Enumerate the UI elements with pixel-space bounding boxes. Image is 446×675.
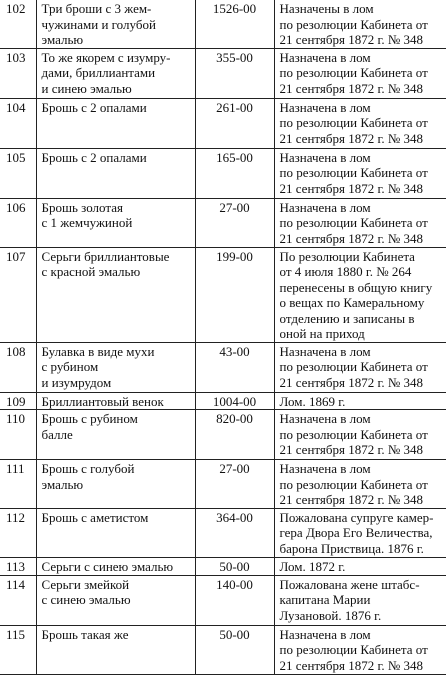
item-price: 43-00: [195, 342, 274, 392]
item-note: Назначена в лом по резолюции Кабинета от 21 сентября 1872 г. № 348: [274, 198, 446, 247]
table-row: [0, 0, 446, 48]
item-note: Назначена в лом по резолюции Кабинета от 21 сентября 1872 г. № 348: [274, 98, 446, 148]
table-row: [0, 575, 446, 625]
item-description: Бриллиантовый венок: [36, 392, 195, 410]
item-price: 355-00: [195, 48, 274, 98]
item-description: Брошь золотая с 1 жемчужиной: [36, 198, 195, 247]
item-price: 27-00: [195, 198, 274, 247]
row-number: 106: [0, 198, 36, 247]
row-number: 103: [0, 48, 36, 98]
item-description: Серьги змейкой с синею эмалью: [36, 575, 195, 625]
item-description: Брошь с голубой эмалью: [36, 460, 195, 509]
row-number: 111: [0, 460, 36, 509]
item-price: 261-00: [195, 98, 274, 148]
item-note: Назначена в лом по резолюции Кабинета от 21 сентября 1872 г. № 348: [274, 625, 446, 674]
item-description: Три броши с 3 жем- чужинами и голубой эмалью: [36, 0, 195, 48]
item-note: Лом. 1869 г.: [274, 392, 446, 410]
item-price: 199-00: [195, 247, 274, 342]
item-description: Булавка в виде мухи с рубином и изумрудом: [36, 342, 195, 392]
item-note: Назначена в лом по резолюции Кабинета от 21 сентября 1872 г. № 348: [274, 342, 446, 392]
table-row: [0, 148, 446, 198]
table-row: [0, 625, 446, 674]
item-price: 1004-00: [195, 392, 274, 410]
item-note: По резолюции Кабинета от 4 июля 1880 г. № 264 перенесены в общую книгу о вещах по Камеральному отделению и записаны в оной на приход: [274, 247, 446, 342]
row-number: 108: [0, 342, 36, 392]
item-description: Серьги бриллиантовые с красной эмалью: [36, 247, 195, 342]
table-row: [0, 557, 446, 575]
item-note: Назначена в лом по резолюции Кабинета от 21 сентября 1872 г. № 348: [274, 48, 446, 98]
item-price: 50-00: [195, 625, 274, 674]
item-description: Брошь с рубином балле: [36, 410, 195, 460]
item-note: Лом. 1872 г.: [274, 557, 446, 575]
item-description: Серьги с синею эмалью: [36, 557, 195, 575]
table-row: [0, 460, 446, 509]
table-row: [0, 98, 446, 148]
item-price: 364-00: [195, 508, 274, 557]
row-number: 115: [0, 625, 36, 674]
item-price: 140-00: [195, 575, 274, 625]
table-row: [0, 247, 446, 342]
row-number: 107: [0, 247, 36, 342]
table-row: [0, 410, 446, 460]
row-number: 113: [0, 557, 36, 575]
item-note: Пожалована супруге камер- гера Двора Его Величества, барона Приствица. 1876 г.: [274, 508, 446, 557]
item-price: 27-00: [195, 460, 274, 509]
item-note: Назначена в лом по резолюции Кабинета от 21 сентября 1872 г. № 348: [274, 410, 446, 460]
item-description: Брошь с 2 опалами: [36, 98, 195, 148]
table-row: [0, 198, 446, 247]
item-price: 165-00: [195, 148, 274, 198]
item-note: Назначена в лом по резолюции Кабинета от 21 сентября 1872 г. № 348: [274, 460, 446, 509]
row-number: 112: [0, 508, 36, 557]
table-row: [0, 48, 446, 98]
row-number: 105: [0, 148, 36, 198]
item-price: 50-00: [195, 557, 274, 575]
row-number: 109: [0, 392, 36, 410]
row-number: 104: [0, 98, 36, 148]
item-note: Пожалована жене штабс- капитана Марии Лузановой. 1876 г.: [274, 575, 446, 625]
item-description: То же якорем с изумру- дами, бриллиантами и синею эмалью: [36, 48, 195, 98]
row-number: 102: [0, 0, 36, 48]
item-description: Брошь такая же: [36, 625, 195, 674]
item-note: Назначены в лом по резолюции Кабинета от 21 сентября 1872 г. № 348: [274, 0, 446, 48]
table-row: [0, 392, 446, 410]
row-number: 110: [0, 410, 36, 460]
item-note: Назначена в лом по резолюции Кабинета от 21 сентября 1872 г. № 348: [274, 148, 446, 198]
row-number: 114: [0, 575, 36, 625]
table-row: [0, 508, 446, 557]
item-price: 1526-00: [195, 0, 274, 48]
item-price: 820-00: [195, 410, 274, 460]
item-description: Брошь с 2 опалами: [36, 148, 195, 198]
table-row: [0, 342, 446, 392]
item-description: Брошь с аметистом: [36, 508, 195, 557]
